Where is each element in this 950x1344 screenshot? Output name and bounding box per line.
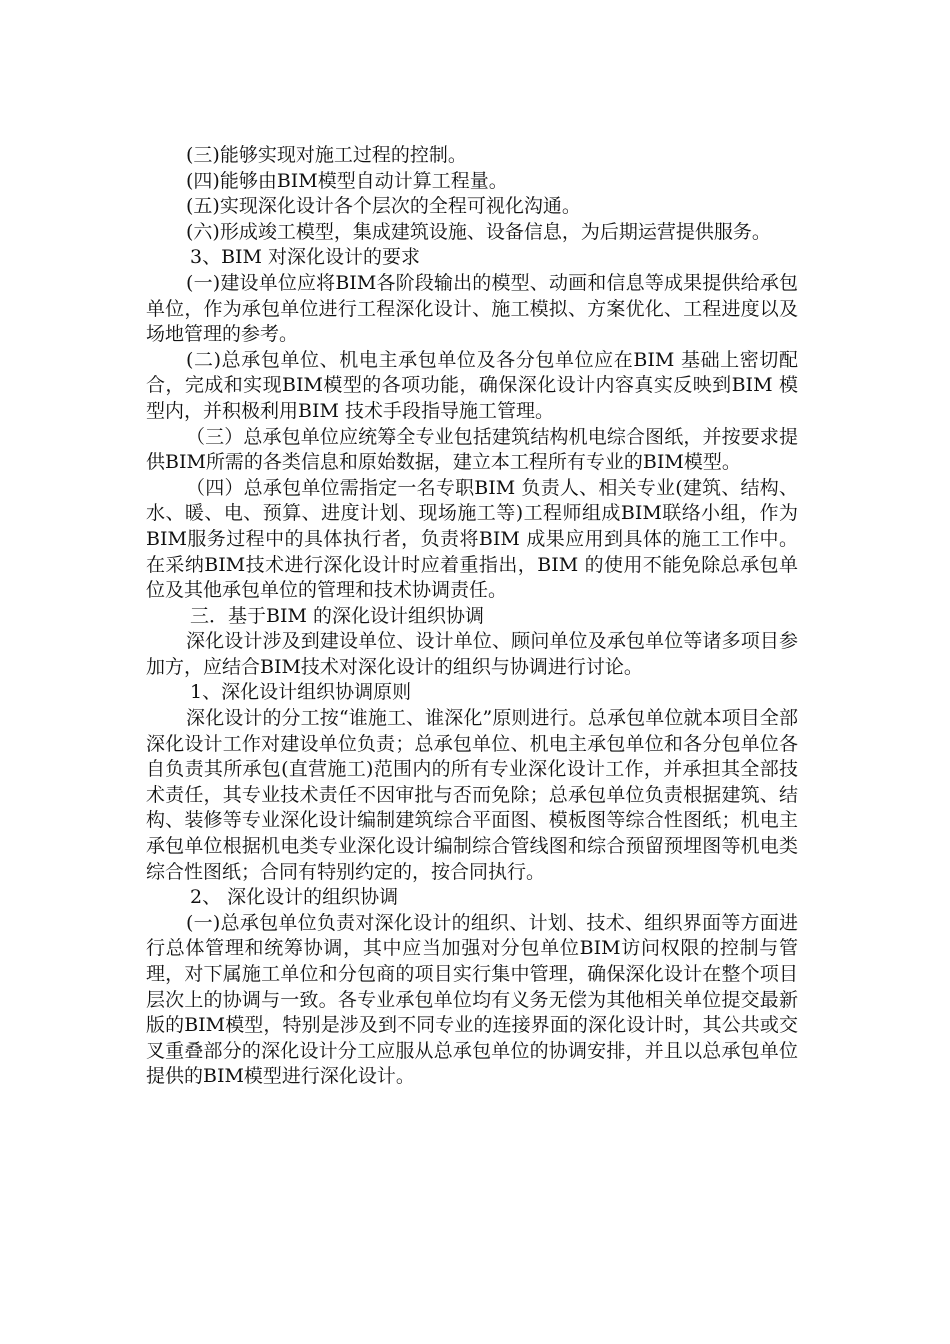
document-body	[146, 143, 798, 1090]
section-heading-requirements: 3、BIM 对深化设计的要求	[190, 246, 421, 269]
paragraph-requirement-3: （三）总承包单位应统筹全专业包括建筑结构机电综合图纸，并按要求提供BIM所需的各类信息和原始数据，建立本工程所有专业的BIM模型。	[146, 425, 798, 474]
subsection-heading-principles: 1、深化设计组织协调原则	[190, 681, 412, 704]
paragraph-requirement-4: （四）总承包单位需指定一名专职BIM 负责人、相关专业(建筑、结构、水、暖、电、预算、进度计划、现场施工等)工程师组成BIM联络小组，作为BIM服务过程中的具体执行者，负责将BIM 成果应用到具体的施工工作中。在采纳BIM技术进行深化设计时应着重指出，BIM 的使用不能免除总承包单位及其他承包单位的管理和技术协调责任。	[146, 476, 798, 602]
paragraph-coordination-intro: 深化设计涉及到建设单位、设计单位、顾问单位及承包单位等诸多项目参加方，应结合BIM技术对深化设计的组织与协调进行讨论。	[146, 630, 798, 678]
section-heading-coordination: 三．基于BIM 的深化设计组织协调	[190, 604, 484, 627]
paragraph-principles: 深化设计的分工按“谁施工、谁深化”原则进行。总承包单位就本项目全部深化设计工作对建设单位负责；总承包单位、机电主承包单位和各分包单位各自负责其所承包(直营施工)范围内的所有专业深化设计工作，并承担其全部技术责任，其专业技术责任不因审批与否而免除；总承包单位负责根据建筑、结构、装修等专业深化设计编制建筑综合平面图、模板图等综合性图纸；机电主承包单位根据机电类专业深化设计编制综合管线图和综合预留预埋图等机电类综合性图纸；合同有特别约定的，按合同执行。	[146, 707, 798, 883]
paragraph-item-6: (六)形成竣工模型，集成建筑设施、设备信息，为后期运营提供服务。	[186, 220, 771, 243]
paragraph-item-3: (三)能够实现对施工过程的控制。	[186, 144, 467, 166]
paragraph-item-5: (五)实现深化设计各个层次的全程可视化沟通。	[186, 195, 581, 218]
paragraph-organization-1: (一)总承包单位负责对深化设计的组织、计划、技术、组织界面等方面进行总体管理和统筹协调，其中应当加强对分包单位BIM访问权限的控制与管理，对下属施工单位和分包商的项目实行集中管理，确保深化设计在整个项目层次上的协调与一致。各专业承包单位均有义务无偿为其他相关单位提交最新版的BIM模型，特别是涉及到不同专业的连接界面的深化设计时，其公共或交叉重叠部分的深化设计分工应服从总承包单位的协调安排，并且以总承包单位提供的BIM模型进行深化设计。	[146, 911, 798, 1088]
paragraph-requirement-2: (二)总承包单位、机电主承包单位及各分包单位应在BIM 基础上密切配合，完成和实现BIM模型的各项功能，确保深化设计内容真实反映到BIM 模型内，并积极利用BIM 技术手段指导施工管理。	[146, 348, 798, 422]
paragraph-requirement-1: (一)建设单位应将BIM各阶段输出的模型、动画和信息等成果提供给承包单位，作为承包单位进行工程深化设计、施工模拟、方案优化、工程进度以及场地管理的参考。	[146, 271, 798, 346]
subsection-heading-organization: 2、 深化设计的组织协调	[190, 886, 399, 909]
paragraph-item-4: (四)能够由BIM模型自动计算工程量。	[186, 169, 508, 192]
